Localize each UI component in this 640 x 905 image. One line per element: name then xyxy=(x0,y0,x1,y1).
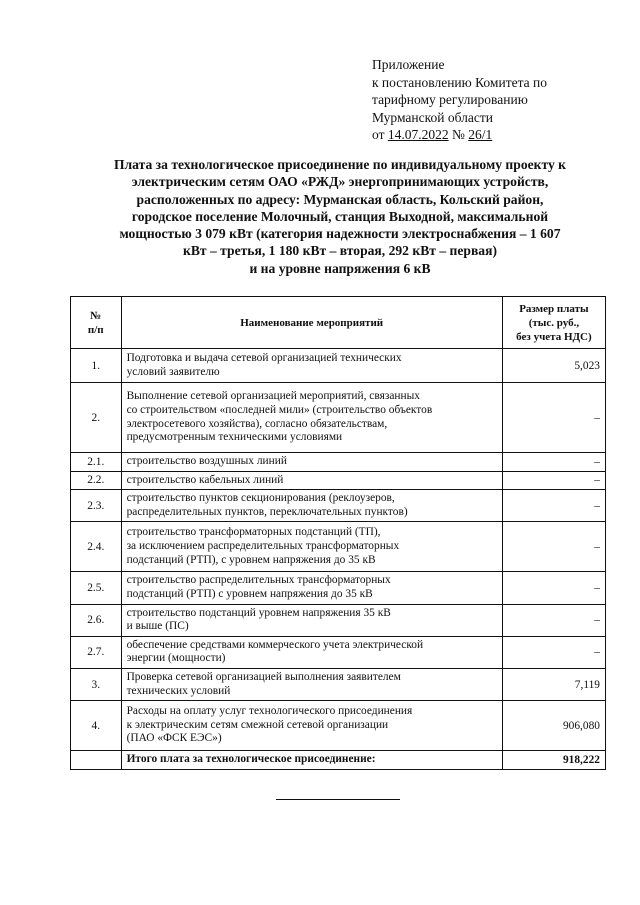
row-name xyxy=(121,453,502,472)
appendix-line: тарифному регулированию xyxy=(372,92,528,107)
row-name xyxy=(121,471,502,490)
row-name xyxy=(121,604,502,636)
row-value: – xyxy=(502,522,605,572)
title-line: кВт – третья, 1 180 кВт – вторая, 292 кВт – первая) xyxy=(183,243,497,259)
row-number: 2.7. xyxy=(71,636,122,668)
row-number: 2.5. xyxy=(71,572,122,604)
row-name xyxy=(121,383,502,453)
table-body xyxy=(71,349,606,751)
table-row xyxy=(71,636,606,668)
row-value: – xyxy=(502,453,605,472)
appendix-line: к постановлению Комитета по xyxy=(372,74,547,90)
row-name-line: Выполнение сетевой организацией мероприятий, связанных xyxy=(126,390,420,403)
row-number: 2.4. xyxy=(71,522,122,572)
header-value-line: Размер платы xyxy=(519,302,589,315)
total-label: Итого плата за технологическое присоединение: xyxy=(121,751,502,770)
row-name-line: к электрическим сетям смежной сетевой организации xyxy=(126,718,389,731)
row-value: – xyxy=(502,471,605,490)
row-number: 1. xyxy=(71,349,122,383)
resolution-date: 14.07.2022 xyxy=(387,127,449,142)
header-name: Наименование мероприятий xyxy=(121,297,502,349)
signature-line xyxy=(276,799,400,800)
table-row xyxy=(71,701,606,751)
row-name-line: строительство подстанций уровнем напряжения 35 кВ xyxy=(126,606,391,619)
row-name-line: энергии (мощности) xyxy=(126,652,226,665)
row-name-line: Расходы на оплату услуг технологического присоединения xyxy=(126,705,413,718)
row-name xyxy=(121,636,502,668)
document-title xyxy=(70,156,610,277)
row-name-line: технических условий xyxy=(126,684,231,697)
row-value: 7,119 xyxy=(502,668,605,700)
row-name xyxy=(121,490,502,522)
row-name-line: распределительных пунктов, переключательных пунктов) xyxy=(126,505,408,518)
row-name-line: строительство распределительных трансформаторных xyxy=(126,574,391,587)
row-name-line: Проверка сетевой организацией выполнения заявителем xyxy=(126,670,401,683)
header-num-line: № xyxy=(90,309,102,322)
title-line: городское поселение Молочный, станция Выходной, максимальной xyxy=(131,208,549,224)
row-name-line: (ПАО «ФСК ЕЭС») xyxy=(126,732,222,745)
title-line: расположенных по адресу: Мурманская область, Кольский район, xyxy=(136,191,544,207)
row-number: 2. xyxy=(71,383,122,453)
header-num xyxy=(71,297,122,349)
title-line: и на уровне напряжения 6 кВ xyxy=(249,260,431,276)
table-row xyxy=(71,572,606,604)
table-row xyxy=(71,522,606,572)
row-number: 2.2. xyxy=(71,471,122,490)
resolution-number: 26/1 xyxy=(468,127,493,142)
table-row xyxy=(71,604,606,636)
row-name-line: строительство кабельных линий xyxy=(126,473,284,486)
total-num-cell xyxy=(71,751,122,770)
header-value xyxy=(502,297,605,349)
table-row xyxy=(71,349,606,383)
row-name-line: за исключением распределительных трансформаторных xyxy=(126,540,400,553)
title-line: Плата за технологическое присоединение по индивидуальному проекту к xyxy=(113,157,567,172)
row-name xyxy=(121,701,502,751)
appendix-from: от xyxy=(372,127,385,142)
table-row xyxy=(71,383,606,453)
row-name-line: электросетевого хозяйства), согласно обязательствам, xyxy=(126,417,388,430)
row-name-line: предусмотренным техническими условиями xyxy=(126,431,343,444)
table-row xyxy=(71,668,606,700)
row-number: 3. xyxy=(71,668,122,700)
row-value: – xyxy=(502,490,605,522)
header-num-line: п/п xyxy=(87,323,104,336)
row-name-line: строительство трансформаторных подстанций (ТП), xyxy=(126,526,381,539)
row-value: – xyxy=(502,636,605,668)
row-number: 4. xyxy=(71,701,122,751)
row-name-line: Подготовка и выдача сетевой организацией технических xyxy=(126,351,402,364)
table-row xyxy=(71,490,606,522)
row-number: 2.3. xyxy=(71,490,122,522)
appendix-line: Мурманской области xyxy=(372,109,493,125)
total-row xyxy=(71,751,606,770)
appendix-date-line xyxy=(372,126,547,144)
row-value: – xyxy=(502,572,605,604)
header-value-line: без учета НДС) xyxy=(516,330,592,343)
title-line: мощностью 3 079 кВт (категория надежности электроснабжения – 1 607 xyxy=(119,226,561,242)
row-name-line: и выше (ПС) xyxy=(126,620,189,633)
appendix-line: Приложение xyxy=(372,57,445,72)
number-sign: № xyxy=(451,127,465,142)
appendix-block xyxy=(372,56,547,144)
table-row xyxy=(71,471,606,490)
row-name-line: со строительством «последней мили» (строительство объектов xyxy=(126,403,433,416)
row-number: 2.6. xyxy=(71,604,122,636)
row-name xyxy=(121,668,502,700)
row-value: 5,023 xyxy=(502,349,605,383)
row-name-line: строительство воздушных линий xyxy=(126,455,287,467)
row-value: 906,080 xyxy=(502,701,605,751)
row-name xyxy=(121,349,502,383)
row-name-line: условий заявителю xyxy=(126,365,220,378)
row-name-line: подстанций (РТП) с уровнем напряжения до 35 кВ xyxy=(126,587,373,600)
row-number: 2.1. xyxy=(71,453,122,472)
header-value-line: (тыс. руб., xyxy=(528,316,580,329)
table-header-row xyxy=(71,297,606,349)
row-name xyxy=(121,522,502,572)
row-name-line: строительство пунктов секционирования (реклоузеров, xyxy=(126,492,395,505)
total-value: 918,222 xyxy=(502,751,605,770)
row-name xyxy=(121,572,502,604)
table-row xyxy=(71,453,606,472)
title-line: электрическим сетям ОАО «РЖД» энергопринимающих устройств, xyxy=(131,174,549,190)
row-value: – xyxy=(502,604,605,636)
fee-table xyxy=(70,296,606,770)
row-value: – xyxy=(502,383,605,453)
row-name-line: подстанций (РТП), с уровнем напряжения до 35 кВ xyxy=(126,553,376,566)
row-name-line: обеспечение средствами коммерческого учета электрической xyxy=(126,638,424,651)
